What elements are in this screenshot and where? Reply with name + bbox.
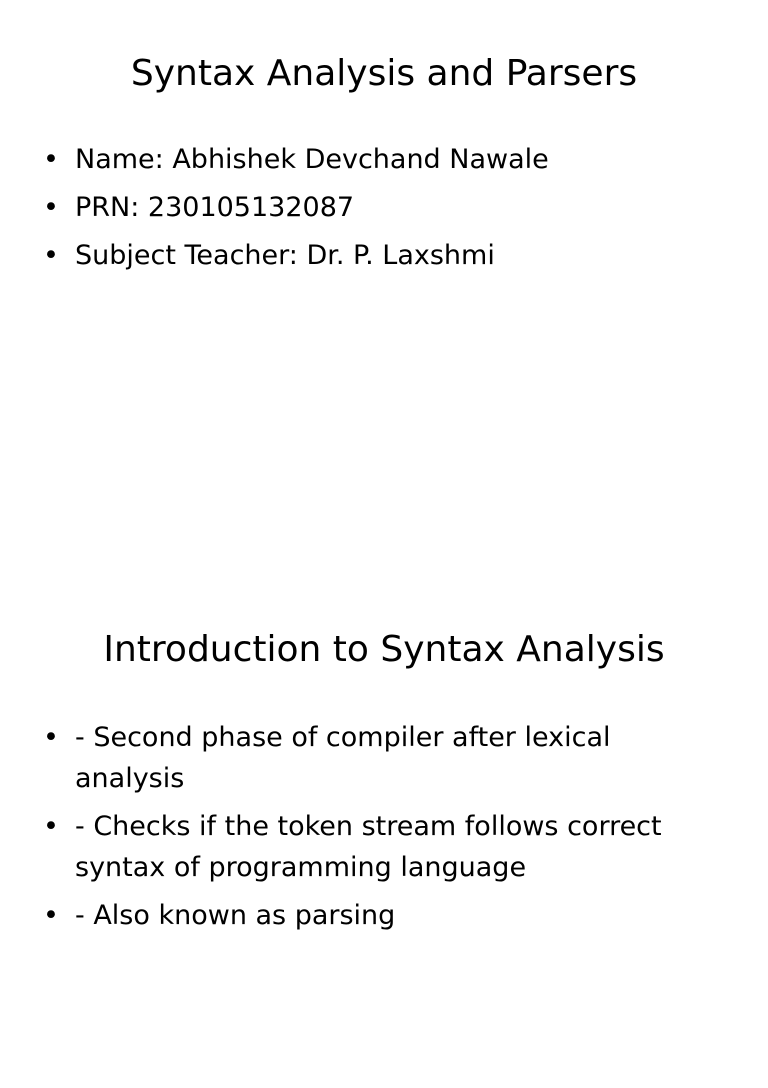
bullet-list bbox=[43, 717, 693, 943]
bullet-item-prn bbox=[43, 187, 693, 228]
bullet-icon: • bbox=[43, 900, 59, 931]
bullet-item-parsing bbox=[43, 895, 693, 936]
slide-title-slide bbox=[0, 0, 768, 512]
bullet-item-phase bbox=[43, 717, 693, 799]
bullet-text: Name: Abhishek Devchand Nawale bbox=[75, 144, 549, 175]
bullet-text: PRN: 230105132087 bbox=[75, 192, 355, 223]
bullet-item-name bbox=[43, 139, 693, 180]
bullet-icon: • bbox=[43, 144, 59, 175]
bullet-text: - Checks if the token stream follows correct syntax of programming language bbox=[75, 811, 662, 883]
bullet-text: Subject Teacher: Dr. P. Laxshmi bbox=[75, 240, 495, 271]
bullet-icon: • bbox=[43, 240, 59, 271]
slide-introduction bbox=[0, 576, 768, 1088]
bullet-item-checks bbox=[43, 806, 693, 888]
bullet-icon: • bbox=[43, 811, 59, 842]
bullet-icon: • bbox=[43, 192, 59, 223]
bullet-item-teacher bbox=[43, 235, 693, 276]
slide-title: Introduction to Syntax Analysis bbox=[103, 629, 665, 670]
bullet-list bbox=[43, 139, 693, 283]
bullet-icon: • bbox=[43, 722, 59, 753]
bullet-text: - Also known as parsing bbox=[75, 900, 396, 931]
slide-title: Syntax Analysis and Parsers bbox=[130, 53, 638, 94]
bullet-text: - Second phase of compiler after lexical analysis bbox=[75, 722, 611, 794]
